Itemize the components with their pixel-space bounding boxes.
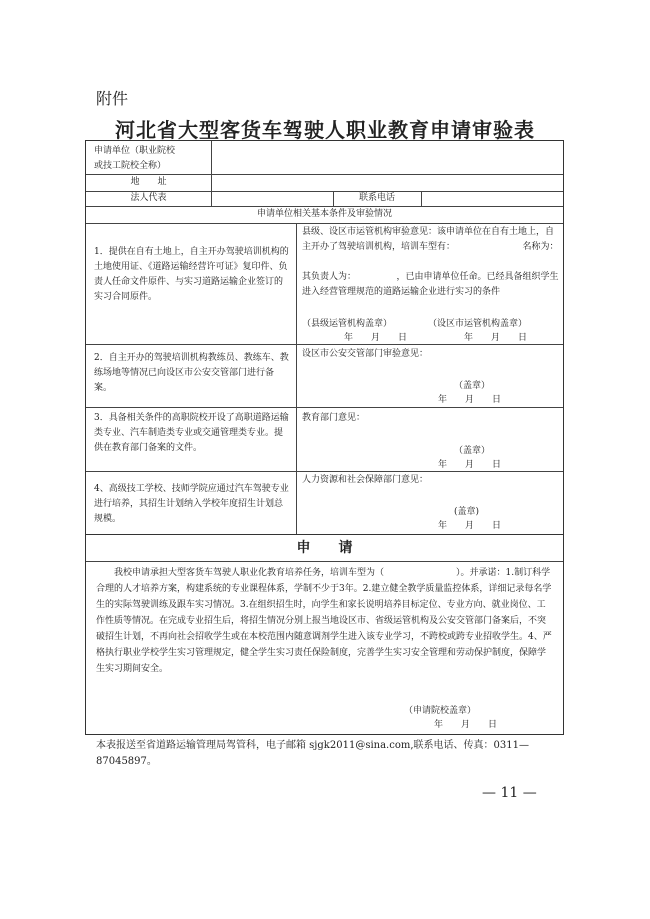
section-title: 申请单位相关基本条件及审验情况 [256,209,392,219]
county-seal-label: （县级运管机构盖章） [302,319,393,329]
condition-1: 1．提供在自有土地上，自主开办驾驶培训机构的土地使用证、《道路运输经营许可证》复印件、负责人任命文件原件、与实习道路运输企业签订的实习合同原件。 [94,247,289,302]
application-seal: （申请院校盖章） [404,706,477,716]
divider [211,141,212,206]
city-date: 年 月 日 [464,333,528,343]
divider [296,223,297,534]
review-transport-text2: 其负责人为： ，已由申请单位任命。已经具备组织学生进入经营管理规范的道路运输企业进行实习的条件 [302,272,559,297]
city-seal-label: （设区市运管机构盖章） [428,319,528,329]
hr-date: 年 月 日 [438,521,502,531]
condition-3: 3．具备相关条件的高职院校开设了高职道路运输类专业、汽车制造类专业或交通管理类专业。提供在教育部门备案的文件。 [94,413,289,453]
review-transport-text: 县级、设区市运管机构审验意见：该申请单位在自有土地上，自主开办了驾驶培训机构，培训车型有： 名称为： [302,227,559,252]
review-education-text: 教育部门意见： [302,413,366,423]
police-date: 年 月 日 [438,395,502,405]
applicant-label-line2: 或技工院校全称） [94,161,167,171]
page-number: — 11 — [482,785,537,801]
divider [421,191,422,206]
divider [86,223,563,224]
address-label: 地 址 [130,177,167,187]
application-heading: 申 请 [296,540,353,556]
police-seal: （盖章） [454,381,491,391]
legal-rep-label: 法人代表 [130,193,167,203]
attachment-label: 附件 [96,89,129,108]
condition-2: 2．自主开办的驾驶培训机构教练员、教练车、教练场地等情况已向设区市公安交管部门进行备案。 [94,353,289,393]
applicant-label-line1: 申请单位（职业院校 [94,146,176,156]
applicant-label [94,144,209,174]
application-form [85,140,564,735]
footer-note: 本表报送至省道路运输管理局驾管科，电子邮箱 sjgk2011@sina.com,联系电话、传真：0311—87045897。 [96,740,529,767]
divider [86,534,563,535]
application-date: 年 月 日 [434,720,498,730]
form-title: 河北省大型客货车驾驶人职业教育申请审验表 [115,118,535,142]
divider [86,407,563,408]
application-body: 我校申请承担大型客货车驾驶人职业化教育培养任务，培训车型为（ ）。并承诺：1.制订科学合理的人才培养方案，构建系统的专业课程体系，学制不少于3年。2.建立健全教学质量监控体系，详细记录每名学生的实际驾驶训练及跟车实习情况。3.在组织招生时，向学生和家长说明培养目标定位、专业方向、就业岗位、工作性质等情况。在完成专业招生后，将招生情况分别上报当地设区市、省级运管机构及公安交管部门备案后，不突破招生计划，不再向社会招收学生或在本校范围内随意调剂学生进入该专业学习，不跨校或跨专业招收学生。4、严格执行职业学校学生实习管理规定，健全学生实习责任保险制度，完善学生实习安全管理和劳动保护制度，保障学生实习期间安全。 [96,568,552,674]
education-seal: （盖章） [454,446,491,456]
hr-seal: (盖章) [454,507,480,517]
education-date: 年 月 日 [438,460,502,470]
phone-label: 联系电话 [358,193,395,203]
divider [86,561,563,562]
county-date: 年 月 日 [344,333,408,343]
review-police-text: 设区市公安交管部门审验意见： [302,349,429,359]
condition-4: 4、高级技工学校、技师学院应通过汽车驾驶专业进行培养，其招生计划纳入学校年度招生计划总规模。 [94,484,289,524]
review-hr-text: 人力资源和社会保障部门意见： [302,475,429,485]
